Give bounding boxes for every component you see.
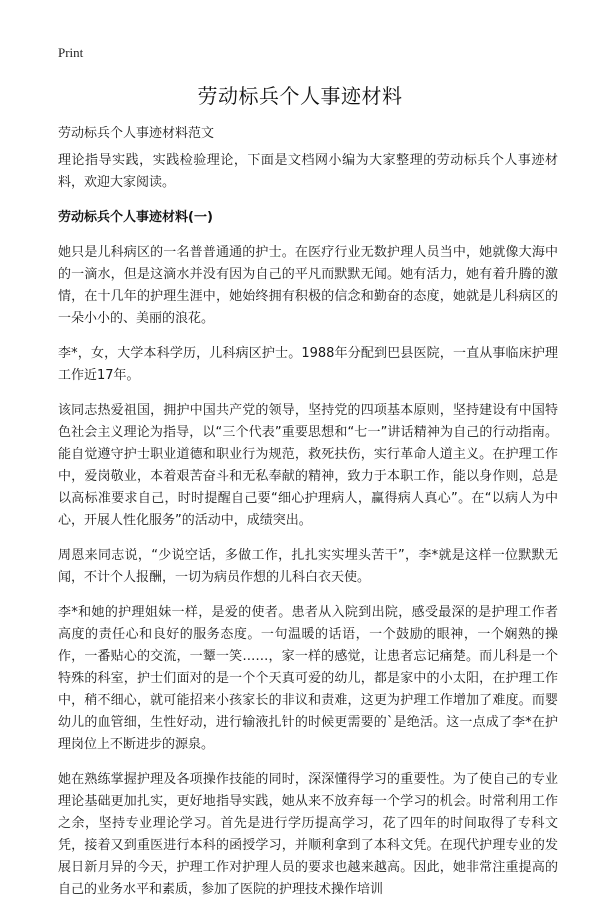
body-paragraph: 她只是儿科病区的一名普普通通的护士。在医疗行业无数护理人员当中，她就像大海中的一滴水，但是这滴水并没有因为自己的平凡而默默无闻。她有活力，她有着升腾的激情，在十几年的护理生涯中，她始终拥有积极的信念和勤奋的态度，她就是儿科病区的一朵小小的、美丽的浪花。 bbox=[58, 245, 558, 326]
body-paragraph: 周恩来同志说，“少说空话，多做工作，扎扎实实埋头苦干”，李*就是这样一位默默无闻，不计个人报酬，一切为病员作想的儿科白衣天使。 bbox=[58, 548, 558, 585]
document-subtitle: 劳动标兵个人事迹材料范文 bbox=[58, 126, 215, 141]
section-heading: 劳动标兵个人事迹材料(一) bbox=[58, 210, 213, 225]
body-paragraph: 李*，女，大学本科学历，儿科病区护士。1988年分配到巴县医院，一直从事临床护理工作近17年。 bbox=[58, 346, 558, 383]
body-paragraph: 李*和她的护理姐妹一样，是爱的使者。患者从入院到出院，感受最深的是护理工作者高度的责任心和良好的服务态度。一句温暖的话语，一个鼓励的眼神，一个娴熟的操作，一番贴心的交流，一颦一笑……，家一样的感觉，让患者忘记痛楚。而儿科是一个特殊的科室，护士们面对的是一个个天真可爱的幼儿，都是家中的小太阳，在护理工作中，稍不细心，就可能招来小孩家长的非议和责难，这更为护理工作增加了难度。而婴幼儿的血管细，生性好动，进行输液扎针的时候更需要的`是绝活。这一点成了李*在护理岗位上不断进步的源泉。 bbox=[58, 605, 558, 752]
intro-paragraph: 理论指导实践，实践检验理论，下面是文档网小编为大家整理的劳动标兵个人事迹材料，欢迎大家阅读。 bbox=[58, 153, 558, 190]
body-paragraph: 该同志热爱祖国，拥护中国共产党的领导，坚持党的四项基本原则，坚持建设有中国特色社会主义理论为指导，以“三个代表”重要思想和“七一”讲话精神为自己的行动指南。能自觉遵守护士职业道德和职业行为规范，救死扶伤，实行革命人道主义。在护理工作中，爱岗敬业，本着艰苦奋斗和无私奉献的精神，致力于本职工作，能以身作则，总是以高标准要求自己，时时提醒自己要“细心护理病人，赢得病人真心”。在“以病人为中心，开展人性化服务”的活动中，成绩突出。 bbox=[58, 403, 558, 528]
print-link[interactable]: Print bbox=[58, 45, 84, 60]
body-paragraph: 她在熟练掌握护理及各项操作技能的同时，深深懂得学习的重要性。为了使自己的专业理论基础更加扎实，更好地指导实践，她从来不放弃每一个学习的机会。时常利用工作之余，坚持专业理论学习。首先是进行学历提高学习，花了四年的时间取得了专科文凭，接着又到重医进行本科的函授学习，并顺利拿到了本科文凭。在现代护理专业的发展日新月异的今天，护理工作对护理人员的要求也越来越高。因此，她非常注重提高的自己的业务水平和素质，参加了医院的护理技术操作培训 bbox=[58, 772, 558, 897]
document-title: 劳动标兵个人事迹材料 bbox=[197, 84, 403, 108]
document-body bbox=[58, 150, 558, 914]
